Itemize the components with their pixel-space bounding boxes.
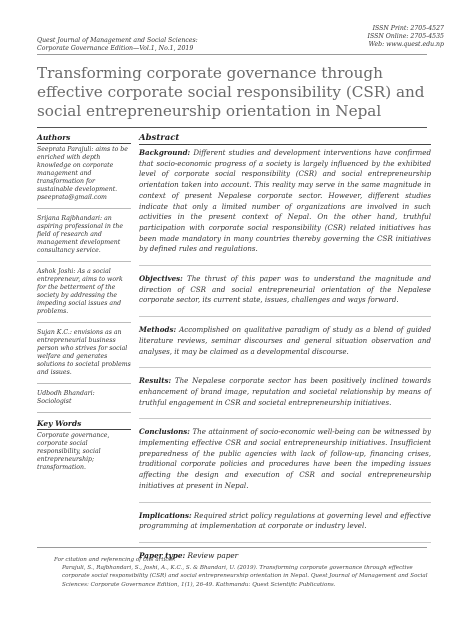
abstract-background bbox=[139, 148, 431, 255]
author-divider bbox=[37, 412, 131, 413]
objectives-text: The thrust of this paper was to understand the magnitude and direction of CSR and social entrepreneurial orientation of the Nepalese corporate sector, its current state, issues, challenges and ways forward. bbox=[139, 274, 431, 305]
paper-type-label: Paper type: bbox=[139, 550, 186, 560]
author-entry: Sujan K.C.: envisions as an entrepreneurial business person who strives for social welfare and generates solutions to societal problems and issues. bbox=[37, 329, 131, 376]
keywords-heading-rule bbox=[37, 429, 131, 430]
abstract-results bbox=[139, 376, 431, 408]
conclusions-label: Conclusions: bbox=[139, 427, 190, 437]
authors-heading: Authors bbox=[37, 133, 71, 142]
background-label: Background: bbox=[139, 148, 191, 157]
abstract-conclusions bbox=[139, 427, 431, 491]
results-text: The Nepalese corporate sector has been positively inclined towards enhancement of brand image, reputation and societal relationship by means of truthful engagement in CSR and societal entrepreneurship initiatives. bbox=[139, 376, 431, 407]
footer-divider bbox=[37, 547, 427, 548]
journal-name: Quest Journal of Management and Social Sciences: bbox=[37, 37, 198, 44]
abstract-methods bbox=[139, 325, 431, 357]
author-entry: Srijana Rajbhandari: an aspiring professional in the field of research and management development consultancy service. bbox=[37, 215, 123, 254]
header-divider bbox=[37, 54, 427, 55]
issn-online: ISSN Online: 2705-4535 bbox=[367, 33, 444, 40]
methods-label: Methods: bbox=[139, 325, 177, 335]
citation-block bbox=[54, 556, 434, 589]
issn-block bbox=[368, 25, 445, 49]
abstract-heading-rule bbox=[139, 144, 431, 145]
authors-heading-rule bbox=[37, 143, 131, 144]
issn-print: ISSN Print: 2705-4527 bbox=[372, 25, 444, 32]
paper-type-value: Review paper bbox=[185, 550, 239, 560]
author-divider bbox=[37, 322, 131, 323]
abstract-heading: Abstract bbox=[139, 133, 180, 143]
article-title: Transforming corporate governance through effective corporate social responsibility (CSR) and social entrepreneurship orientation in Nepal bbox=[37, 64, 425, 120]
author-entry: Seeprata Parajuli: aims to be enriched with depth knowledge on corporate management and transformation for sustainable development. pseeprata@gmail.com bbox=[37, 146, 128, 201]
author-entry: Ashok Joshi: As a social entrepreneur, aims to work for the betterment of the society by addressing the impeding social issues and problems. bbox=[37, 268, 123, 315]
author-sidebar bbox=[37, 133, 131, 472]
citation-text: Parajuli, S., Rajbhandari, S., Joshi, A., K.C., S. & Bhandari, U. (2019). Transforming corporate governance through effective corporate social responsibility (CSR) and social entrepreneurship orientation in Nepal. Quest Journal of Management and Social Sciences: Corporate Governance Edition, 1(1), 26-49. Kathmandu: Quest Scientific Publications. bbox=[62, 565, 428, 588]
keywords-list: Corporate governance, corporate social responsibility, social entrepreneurship; transformation. bbox=[37, 432, 110, 471]
conclusions-text: The attainment of socio-economic well-being can be witnessed by implementing effective CSR and social entrepreneurship initiatives. Insufficient preparedness of the public agencies with lack of follow-up, financing crises, traditional corporate policies and procedures have been the impeding issues affecting the design and execution of CSR and social entrepreneurship initiatives at present in Nepal. bbox=[139, 427, 431, 490]
author-divider bbox=[37, 261, 131, 262]
journal-web-link[interactable]: Web: www.quest.edu.np bbox=[368, 41, 444, 48]
keywords-heading: Key Words bbox=[37, 419, 82, 428]
paragraph-divider bbox=[139, 502, 431, 503]
methods-text: Accomplished on qualitative paradigm of study as a blend of guided literature reviews, seminar discourses and general situation observation and analyses, it may be claimed as a developmental discourse. bbox=[139, 325, 431, 356]
author-divider bbox=[37, 383, 131, 384]
implications-label: Implications: bbox=[139, 510, 192, 520]
background-text: Different studies and development interventions have confirmed that socio-economic progress of a society is largely influenced by the exhibited level of corporate social responsibility (CSR) and social entrepreneurship orientation taken into account. This reality may serve in the same magnitude in context of present Nepalese corporate sector. However, different studies indicate that only a limited number of organizations are involved in such activities in the present context of Nepal. On the other hand, truthful participation with corporate social responsibility (CSR) related initiatives has been made mandatory in many countries thereby governing the CSR initiatives by defined rules and regulations. bbox=[139, 148, 431, 254]
objectives-label: Objectives: bbox=[139, 274, 183, 284]
abstract-objectives bbox=[139, 274, 431, 306]
implications-text: Required strict policy regulations at governing level and effective programming at implementation at corporate or industry level. bbox=[139, 510, 431, 531]
paragraph-divider bbox=[139, 542, 431, 543]
paragraph-divider bbox=[139, 316, 431, 317]
paragraph-divider bbox=[139, 265, 431, 266]
citation-heading: For citation and referencing of this article: bbox=[54, 557, 176, 563]
journal-header bbox=[37, 37, 198, 53]
abstract-implications bbox=[139, 511, 431, 532]
author-divider bbox=[37, 208, 131, 209]
author-entry: Udbodh Bhandari: Sociologist bbox=[37, 390, 95, 405]
title-divider bbox=[37, 127, 427, 128]
journal-edition: Corporate Governance Edition—Vol.1, No.1, 2019 bbox=[37, 45, 194, 52]
results-label: Results: bbox=[139, 376, 172, 386]
paragraph-divider bbox=[139, 367, 431, 368]
paragraph-divider bbox=[139, 418, 431, 419]
abstract-section bbox=[139, 133, 431, 560]
